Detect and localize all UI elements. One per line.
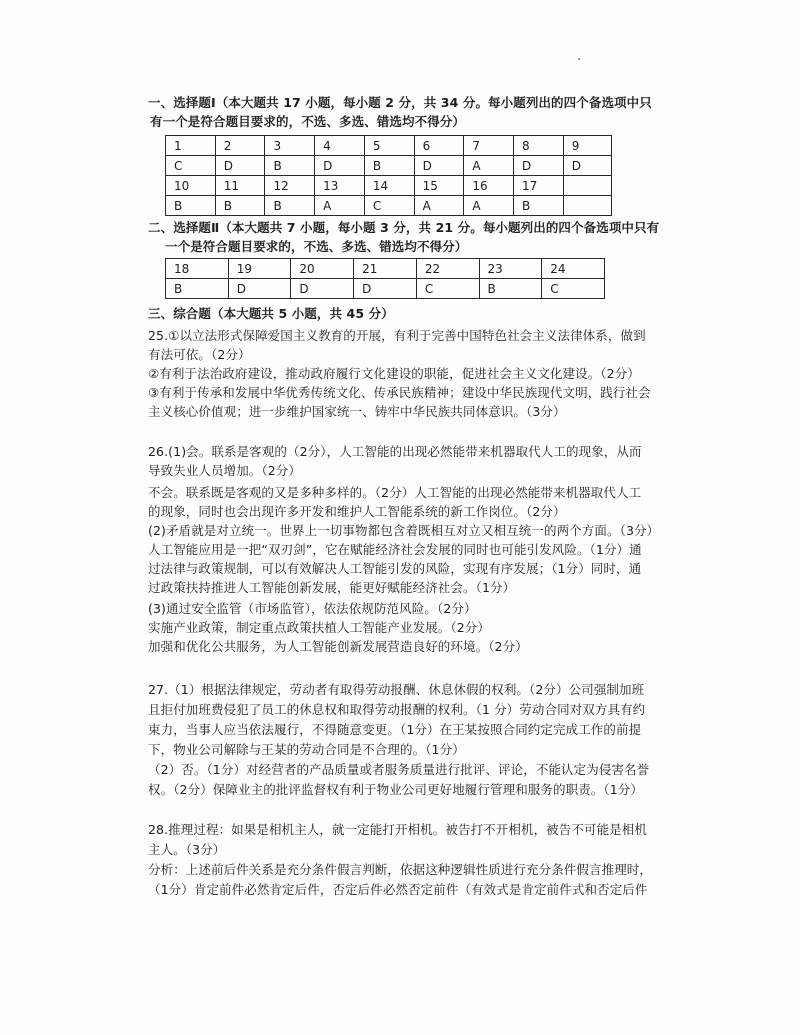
section1-table-question-number-cell: 13 xyxy=(315,176,365,196)
section2-table-question-number-cell: 18 xyxy=(166,259,229,279)
q26-line: 导致失业人员增加。（2分） xyxy=(148,463,302,478)
section1-table-answer-cell: C xyxy=(166,156,216,176)
section1-table-question-number-cell: 6 xyxy=(414,136,464,156)
q26-line: 不会。联系既是客观的又是多种多样的。（2分）人工智能的出现必然能带来机器取代人工 xyxy=(148,485,642,500)
q25-line: 主义核心价值观；进一步维护国家统一、铸牢中华民族共同体意识。（3分） xyxy=(148,404,566,419)
q25-line: ③有利于传承和发展中华优秀传统文化、传承民族精神；建设中华民族现代文明，践行社会 xyxy=(148,385,651,400)
q27-line: 且拒付加班费侵犯了员工的休息权和取得劳动报酬的权利。（1 分）劳动合同对双方具有约 xyxy=(148,702,646,717)
section2-heading-line1: 二、选择题Ⅱ（本大题共 7 小题，每小题 3 分，共 21 分。每小题列出的四个备选项中只有 xyxy=(148,220,660,235)
section2-table-question-number-cell: 19 xyxy=(228,259,291,279)
section2-table-answer-cell: C xyxy=(416,279,479,299)
section1-table-question-number-cell: 10 xyxy=(166,176,216,196)
section1-table-answer-cell xyxy=(563,196,611,216)
section1-table-answer-cell: B xyxy=(215,196,265,216)
q26-line: 的现象，同时也会出现许多开发和维护人工智能系统的新工作岗位。（2分） xyxy=(148,504,566,519)
section2-table-question-number-cell: 23 xyxy=(479,259,542,279)
q26-line: 人工智能应用是一把“双刃剑”，它在赋能经济社会发展的同时也可能引发风险。（1分）通 xyxy=(148,542,642,557)
section1-table-answer-cell: B xyxy=(166,196,216,216)
section2-table-answer-cell: D xyxy=(291,279,354,299)
section1-table-answer-cell: D xyxy=(514,156,564,176)
scan-speck xyxy=(578,58,580,60)
q26-line: 26.(1)会。联系是客观的（2分），人工智能的出现必然能带来机器取代人工的现象，从而 xyxy=(148,444,642,459)
section1-table-answer-cell: A xyxy=(464,156,514,176)
section1-table-question-number-cell: 16 xyxy=(464,176,514,196)
section2-table-question-number-cell: 24 xyxy=(542,259,605,279)
section1-table-answer-cell: B xyxy=(265,196,315,216)
section1-table-answer-cell: D xyxy=(563,156,611,176)
section1-table-answer-cell: D xyxy=(414,156,464,176)
section1-table-answer-cell: B xyxy=(265,156,315,176)
section1-table-row xyxy=(166,196,612,216)
q27-line: 束力，当事人应当依法履行，不得随意变更。（1分）在王某按照合同约定完成工作的前提 xyxy=(148,722,642,737)
q28-line: 28.推理过程：如果是相机主人，就一定能打开相机。被告打不开相机，被告不可能是相机 xyxy=(148,822,647,837)
section1-table-answer-cell: B xyxy=(514,196,564,216)
q26-line: 过法律与政策规制，可以有效解决人工智能引发的风险，实现有序发展；（1分）同时，通 xyxy=(148,561,642,576)
section2-table-row xyxy=(166,279,605,299)
section1-table-answer-cell: D xyxy=(315,156,365,176)
section1-table-question-number-cell: 1 xyxy=(166,136,216,156)
section1-table-answer-cell: A xyxy=(414,196,464,216)
q28-line: 主人。（3分） xyxy=(148,842,226,857)
section1-table-question-number-cell: 4 xyxy=(315,136,365,156)
section1-heading-line1: 一、选择题Ⅰ（本大题共 17 小题，每小题 2 分，共 34 分。每小题列出的四个备选项中只 xyxy=(148,95,652,110)
section1-table-answer-cell: B xyxy=(364,156,414,176)
section1-table-question-number-cell: 2 xyxy=(215,136,265,156)
q26-line: (2)矛盾就是对立统一。世界上一切事物都包含着既相互对立又相互统一的两个方面。（3分） xyxy=(148,523,660,538)
section2-heading-line2: 一个是符合题目要求的，不选、多选、错选均不得分） xyxy=(165,239,468,254)
section1-heading-line2: 有一个是符合题目要求的，不选、多选、错选均不得分） xyxy=(150,114,466,129)
section2-table-answer-cell: B xyxy=(166,279,229,299)
q25-line: 有法可依。（2分） xyxy=(148,347,251,362)
q27-line: 27.（1）根据法律规定，劳动者有取得劳动报酬、休息休假的权利。（2分）公司强制加班 xyxy=(148,682,645,697)
q25-line: 25.①以立法形式保障爱国主义教育的开展，有利于完善中国特色社会主义法律体系，做到 xyxy=(148,328,646,343)
section1-table-answer-cell: A xyxy=(315,196,365,216)
q26-line: (3)通过安全监管（市场监管），依法依规防范风险。（2分） xyxy=(148,601,477,616)
section2-table-answer-cell: C xyxy=(542,279,605,299)
section1-table-question-number-cell: 14 xyxy=(364,176,414,196)
section1-table-row xyxy=(166,136,612,156)
section2-table-answer-cell: D xyxy=(354,279,417,299)
q26-line: 过政策扶持推进人工智能创新发展，能更好赋能经济社会。（1分） xyxy=(148,580,516,595)
section2-table-answer-cell: D xyxy=(228,279,291,299)
q28-line: （1分）肯定前件必然肯定后件，否定后件必然否定前件（有效式是肯定前件式和否定后件 xyxy=(148,882,648,897)
section1-table-question-number-cell: 5 xyxy=(364,136,414,156)
section2-table-question-number-cell: 20 xyxy=(291,259,354,279)
section1-table-question-number-cell xyxy=(563,176,611,196)
section1-table-question-number-cell: 17 xyxy=(514,176,564,196)
section2-table-question-number-cell: 22 xyxy=(416,259,479,279)
section1-table-row xyxy=(166,156,612,176)
section2-table-answer-cell: B xyxy=(479,279,542,299)
section1-table-answer-cell: A xyxy=(464,196,514,216)
q26-line: 实施产业政策，制定重点政策扶植人工智能产业发展。（2分） xyxy=(148,620,491,635)
section3-heading: 三、综合题（本大题共 5 小题，共 45 分） xyxy=(148,306,394,321)
q27-line: 下，物业公司解除与王某的劳动合同是不合理的。（1分） xyxy=(148,742,465,757)
section1-table-question-number-cell: 9 xyxy=(563,136,611,156)
q27-line: （2）否。（1分）对经营者的产品质量或者服务质量进行批评、评论，不能认定为侵害名誉 xyxy=(148,762,650,777)
section1-table-answer-cell: D xyxy=(215,156,265,176)
section1-answer-table xyxy=(165,135,612,216)
section1-table-answer-cell: C xyxy=(364,196,414,216)
q27-line: 权。（2分）保障业主的批评监督权有利于物业公司更好地履行管理和服务的职责。（1分） xyxy=(148,782,644,797)
q25-line: ②有利于法治政府建设，推动政府履行文化建设的职能，促进社会主义文化建设。（2分） xyxy=(148,366,640,381)
section1-table-row xyxy=(166,176,612,196)
q26-line: 加强和优化公共服务，为人工智能创新发展营造良好的环境。（2分） xyxy=(148,639,528,654)
section2-table-row xyxy=(166,259,605,279)
q28-line: 分析：上述前后件关系是充分条件假言判断，依据这种逻辑性质进行充分条件假言推理时， xyxy=(148,862,653,877)
section1-table-question-number-cell: 8 xyxy=(514,136,564,156)
section1-table-question-number-cell: 7 xyxy=(464,136,514,156)
section1-table-question-number-cell: 12 xyxy=(265,176,315,196)
section2-answer-table xyxy=(165,258,605,299)
section2-table-question-number-cell: 21 xyxy=(354,259,417,279)
section1-table-question-number-cell: 11 xyxy=(215,176,265,196)
section1-table-question-number-cell: 15 xyxy=(414,176,464,196)
section1-table-question-number-cell: 3 xyxy=(265,136,315,156)
